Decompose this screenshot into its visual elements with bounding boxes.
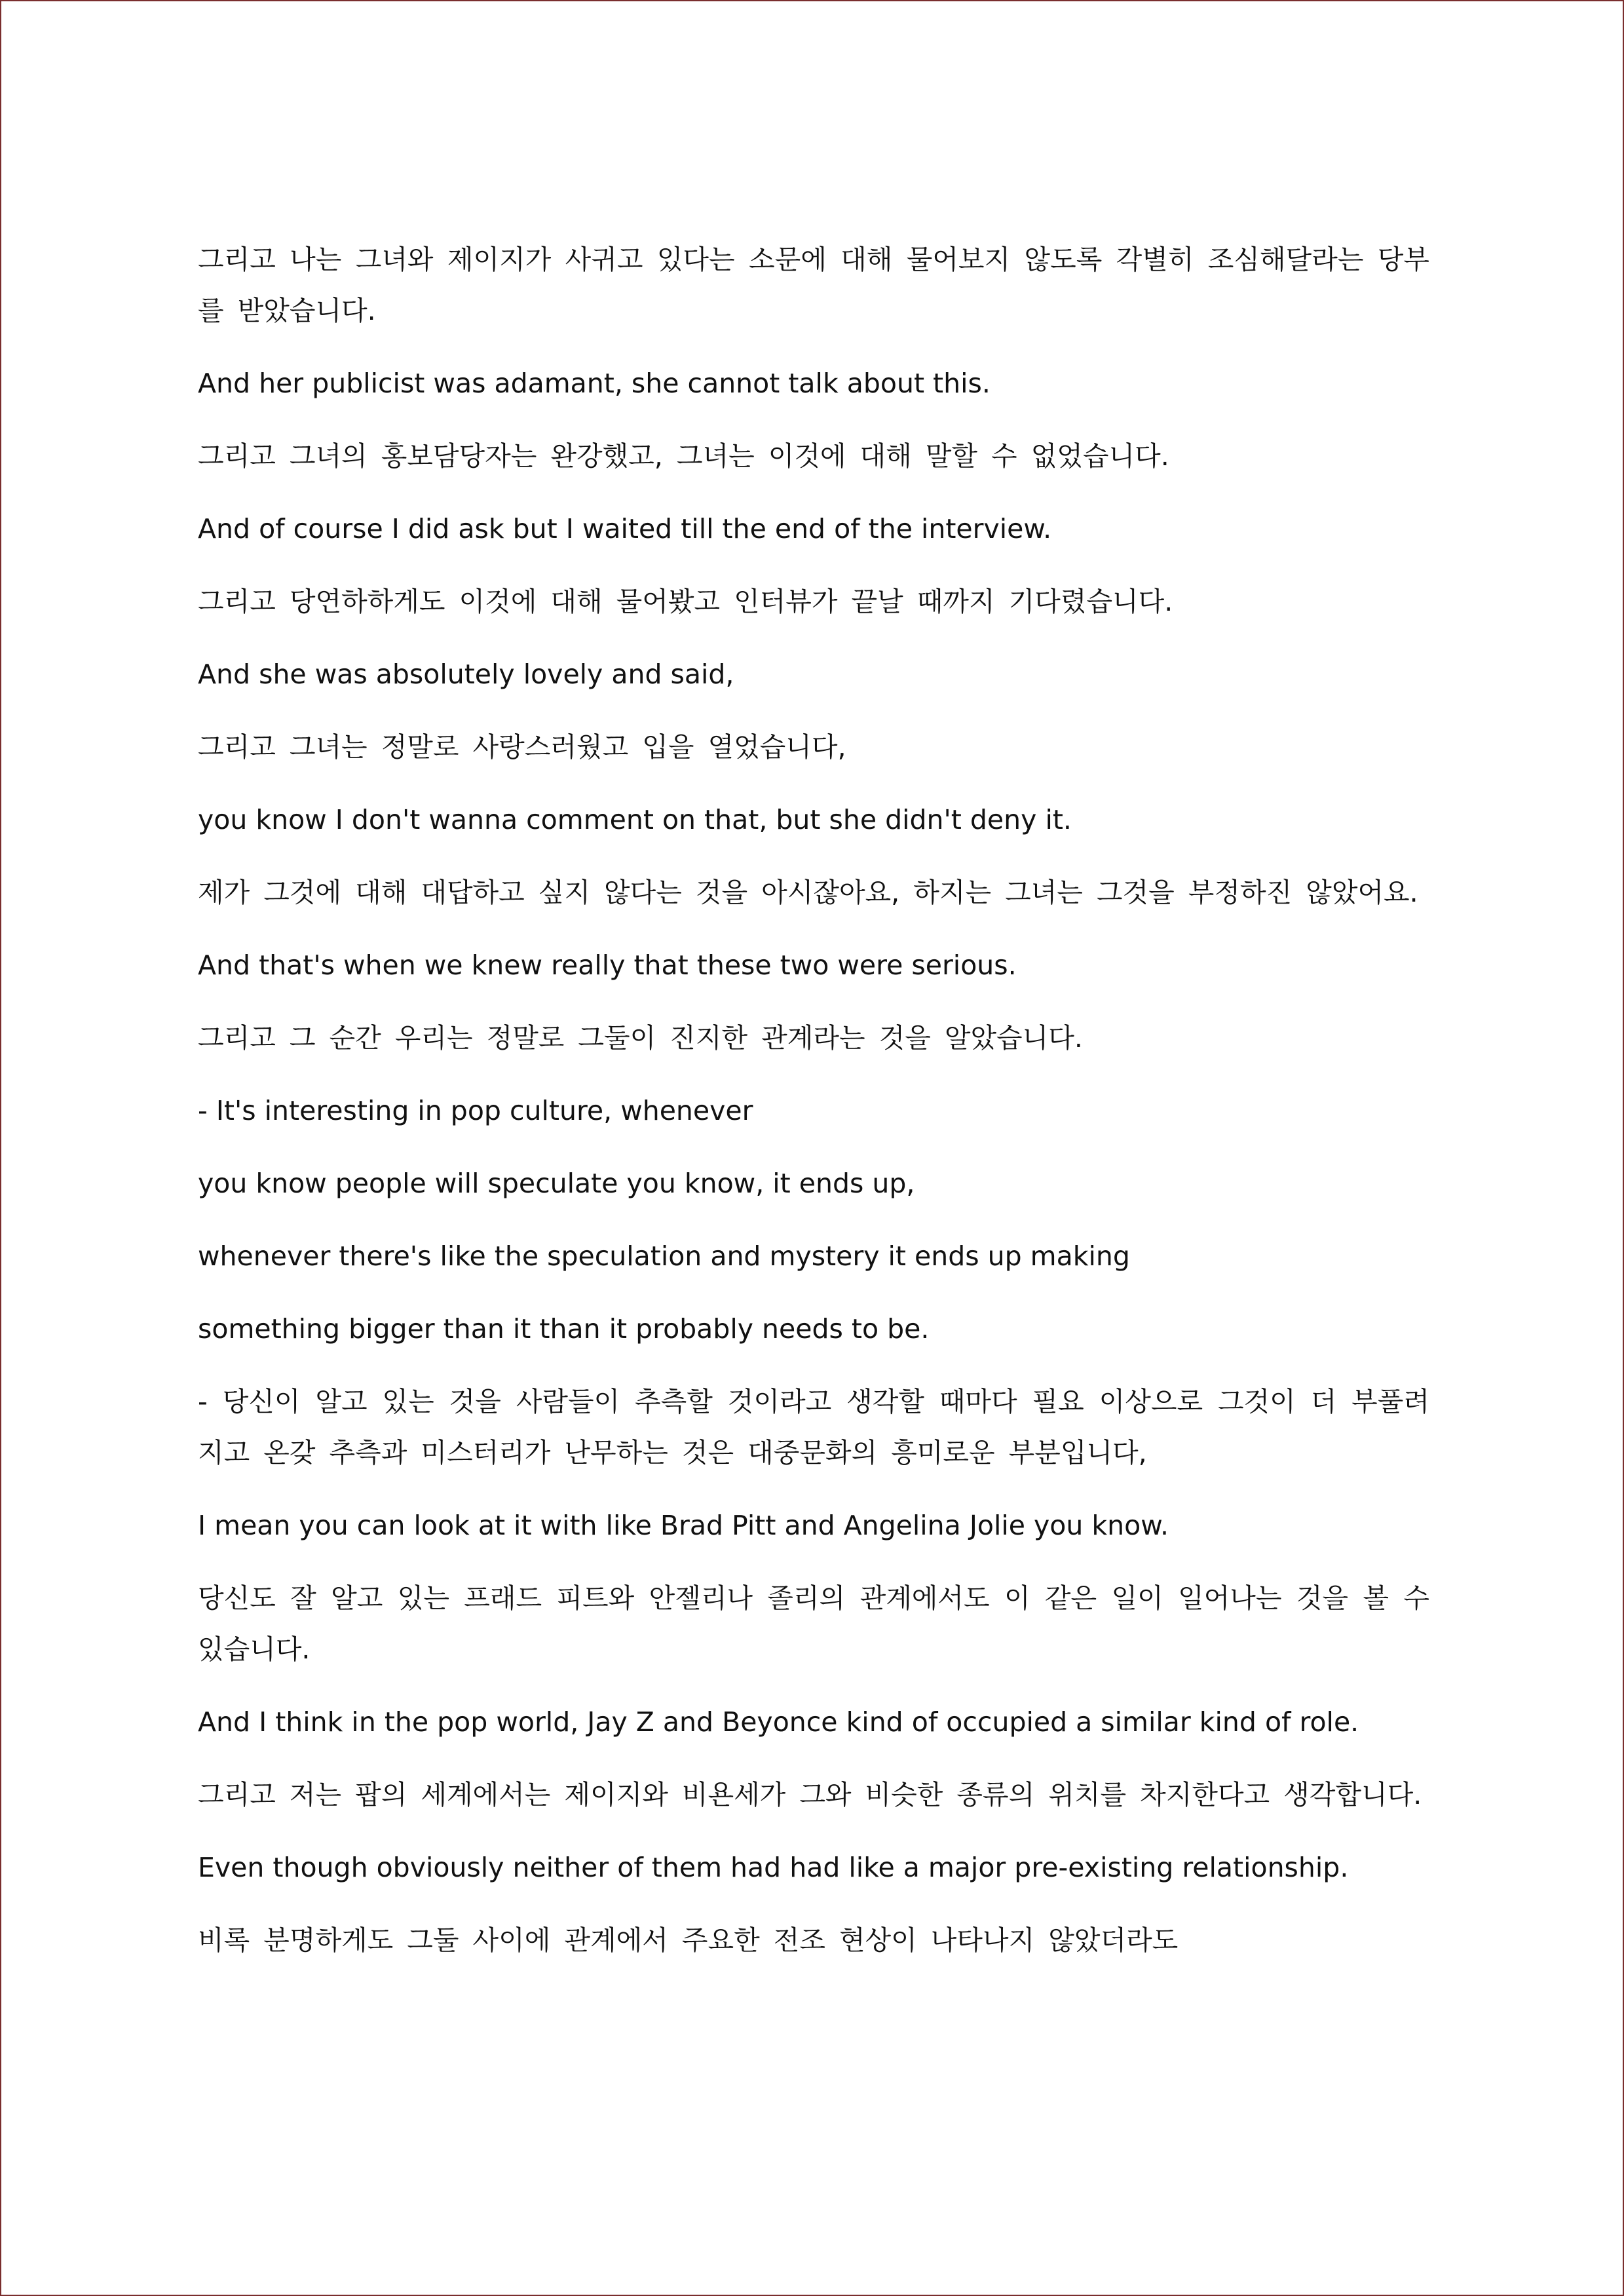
paragraph-english: you know people will speculate you know, it ends up, — [198, 1168, 915, 1199]
paragraph-english: you know I don't wanna comment on that, but she didn't deny it. — [198, 804, 1072, 835]
paragraph-korean: 그리고 그녀의 홍보담당자는 완강했고, 그녀는 이것에 대해 말할 수 없었습니다. — [198, 440, 1169, 472]
paragraph-korean: 그리고 그 순간 우리는 정말로 그둘이 진지한 관계라는 것을 알았습니다. — [198, 1022, 1083, 1054]
paragraph-english: And she was absolutely lovely and said, — [198, 659, 734, 690]
transcript-body — [198, 234, 1429, 1987]
paragraph-english: And her publicist was adamant, she cannot talk about this. — [198, 368, 991, 399]
paragraph-english: And I think in the pop world, Jay Z and Beyonce kind of occupied a similar kind of role. — [198, 1706, 1359, 1738]
paragraph-korean: 그리고 나는 그녀와 제이지가 사귀고 있다는 소문에 대해 물어보지 않도록 각별히 조심해달라는 당부를 받았습니다. — [198, 244, 1429, 326]
paragraph-korean: 그리고 당연하하게도 이것에 대해 물어봤고 인터뷰가 끝날 때까지 기다렸습니다. — [198, 586, 1173, 617]
paragraph-korean: 비록 분명하게도 그둘 사이에 관계에서 주요한 전조 현상이 나타나지 않았더라도 — [198, 1924, 1179, 1956]
paragraph-korean: 그리고 저는 팝의 세계에서는 제이지와 비욘세가 그와 비슷한 종류의 위치를 차지한다고 생각합니다. — [198, 1779, 1422, 1810]
paragraph-english: I mean you can look at it with like Brad Pitt and Angelina Jolie you know. — [198, 1510, 1169, 1541]
paragraph-english: - It's interesting in pop culture, whenever — [198, 1095, 753, 1126]
paragraph-korean: 제가 그것에 대해 대답하고 싶지 않다는 것을 아시잖아요, 하지는 그녀는 그것을 부정하진 않았어요. — [198, 877, 1418, 908]
paragraph-english: And of course I did ask but I waited till the end of the interview. — [198, 513, 1052, 545]
paragraph-english: Even though obviously neither of them had had like a major pre-existing relationship. — [198, 1852, 1349, 1883]
paragraph-korean: - 당신이 알고 있는 것을 사람들이 추측할 것이라고 생각할 때마다 필요 이상으로 그것이 더 부풀려지고 온갖 추측과 미스터리가 난무하는 것은 대중문화의 흥미로운 부분입니다, — [198, 1386, 1429, 1468]
paragraph-english: something bigger than it than it probably needs to be. — [198, 1313, 930, 1345]
paragraph-korean: 그리고 그녀는 정말로 사랑스러웠고 입을 열었습니다, — [198, 731, 846, 763]
paragraph-english: And that's when we knew really that these two were serious. — [198, 949, 1017, 981]
paragraph-korean: 당신도 잘 알고 있는 프래드 피트와 안젤리나 졸리의 관계에서도 이 같은 일이 일어나는 것을 볼 수 있습니다. — [198, 1582, 1429, 1665]
paragraph-english: whenever there's like the speculation and mystery it ends up making — [198, 1240, 1130, 1272]
